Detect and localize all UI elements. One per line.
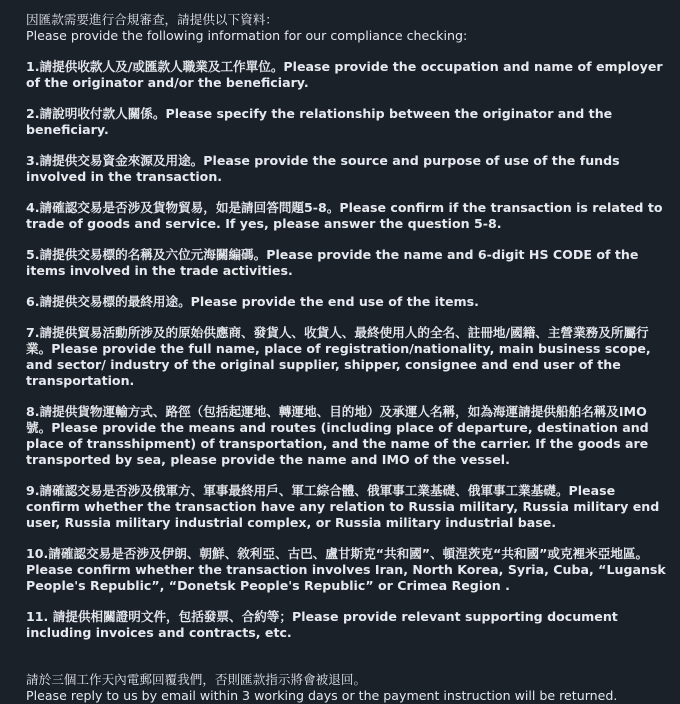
request-list — [26, 59, 666, 641]
closing-zh: 請於三個工作天內電郵回覆我們，否則匯款指示將會被退回。 — [26, 672, 367, 687]
intro-section — [26, 12, 666, 44]
request-item-11: 11. 請提供相關證明文件，包括發票、合約等；Please provide relevant supporting document including invoices and contracts, etc. — [26, 609, 618, 640]
request-item-10: 10.請確認交易是否涉及伊朗、朝鮮、敘利亞、古巴、盧甘斯克“共和國”、頓涅茨克“共和國”或克裡米亞地區。Please confirm whether the transaction involves Iran, North Korea, Syria, Cuba, “Lugansk People's Republic”, “Donetsk People's Republic” or Crimea Region . — [26, 546, 666, 593]
closing-section — [26, 672, 666, 704]
intro-zh: 因匯款需要進行合規審查，請提供以下資料： — [26, 12, 278, 27]
request-item-4: 4.請確認交易是否涉及貨物貿易，如是請回答問題5-8。Please confirm if the transaction is related to trade of goods and service. If yes, please answer the question 5-8. — [26, 200, 663, 231]
request-item-5: 5.請提供交易標的名稱及六位元海關編碼。Please provide the name and 6-digit HS CODE of the items involved in the trade activities. — [26, 247, 639, 278]
request-item-6: 6.請提供交易標的最終用途。Please provide the end use of the items. — [26, 294, 479, 309]
request-item-3: 3.請提供交易資金來源及用途。Please provide the source and purpose of use of the funds involved in the transaction. — [26, 153, 620, 184]
request-item-8: 8.請提供貨物運輸方式、路徑（包括起運地、轉運地、目的地）及承運人名稱，如為海運請提供船舶名稱及IMO號。Please provide the means and routes (including place of departure, destination and place of transshipment) of transportation, and the name of the carrier. If the goods are transported by sea, please provide the name and IMO of the vessel. — [26, 404, 649, 467]
request-item-7: 7.請提供貿易活動所涉及的原始供應商、發貨人、收貨人、最終使用人的全名、註冊地/國籍、主營業務及所屬行業。Please provide the full name, place of registration/nationality, main business scope, and sector/ industry of the original supplier, shipper, consignee and end user of the transportation. — [26, 325, 651, 388]
request-item-9: 9.請確認交易是否涉及俄軍方、軍事最終用戶、軍工綜合體、俄軍事工業基礎、俄軍事工業基礎。Please confirm whether the transaction have any relation to Russia military, Russia military end user, Russia military industrial complex, or Russia military industrial base. — [26, 483, 660, 530]
request-item-2: 2.請說明收付款人關係。Please specify the relationship between the originator and the beneficiary. — [26, 106, 613, 137]
closing-en: Please reply to us by email within 3 working days or the payment instruction will be returned. — [26, 688, 618, 703]
intro-en: Please provide the following information for our compliance checking: — [26, 28, 468, 43]
request-item-1: 1.請提供收款人及/或匯款人職業及工作單位。Please provide the occupation and name of employer of the originator and/or the beneficiary. — [26, 59, 663, 90]
